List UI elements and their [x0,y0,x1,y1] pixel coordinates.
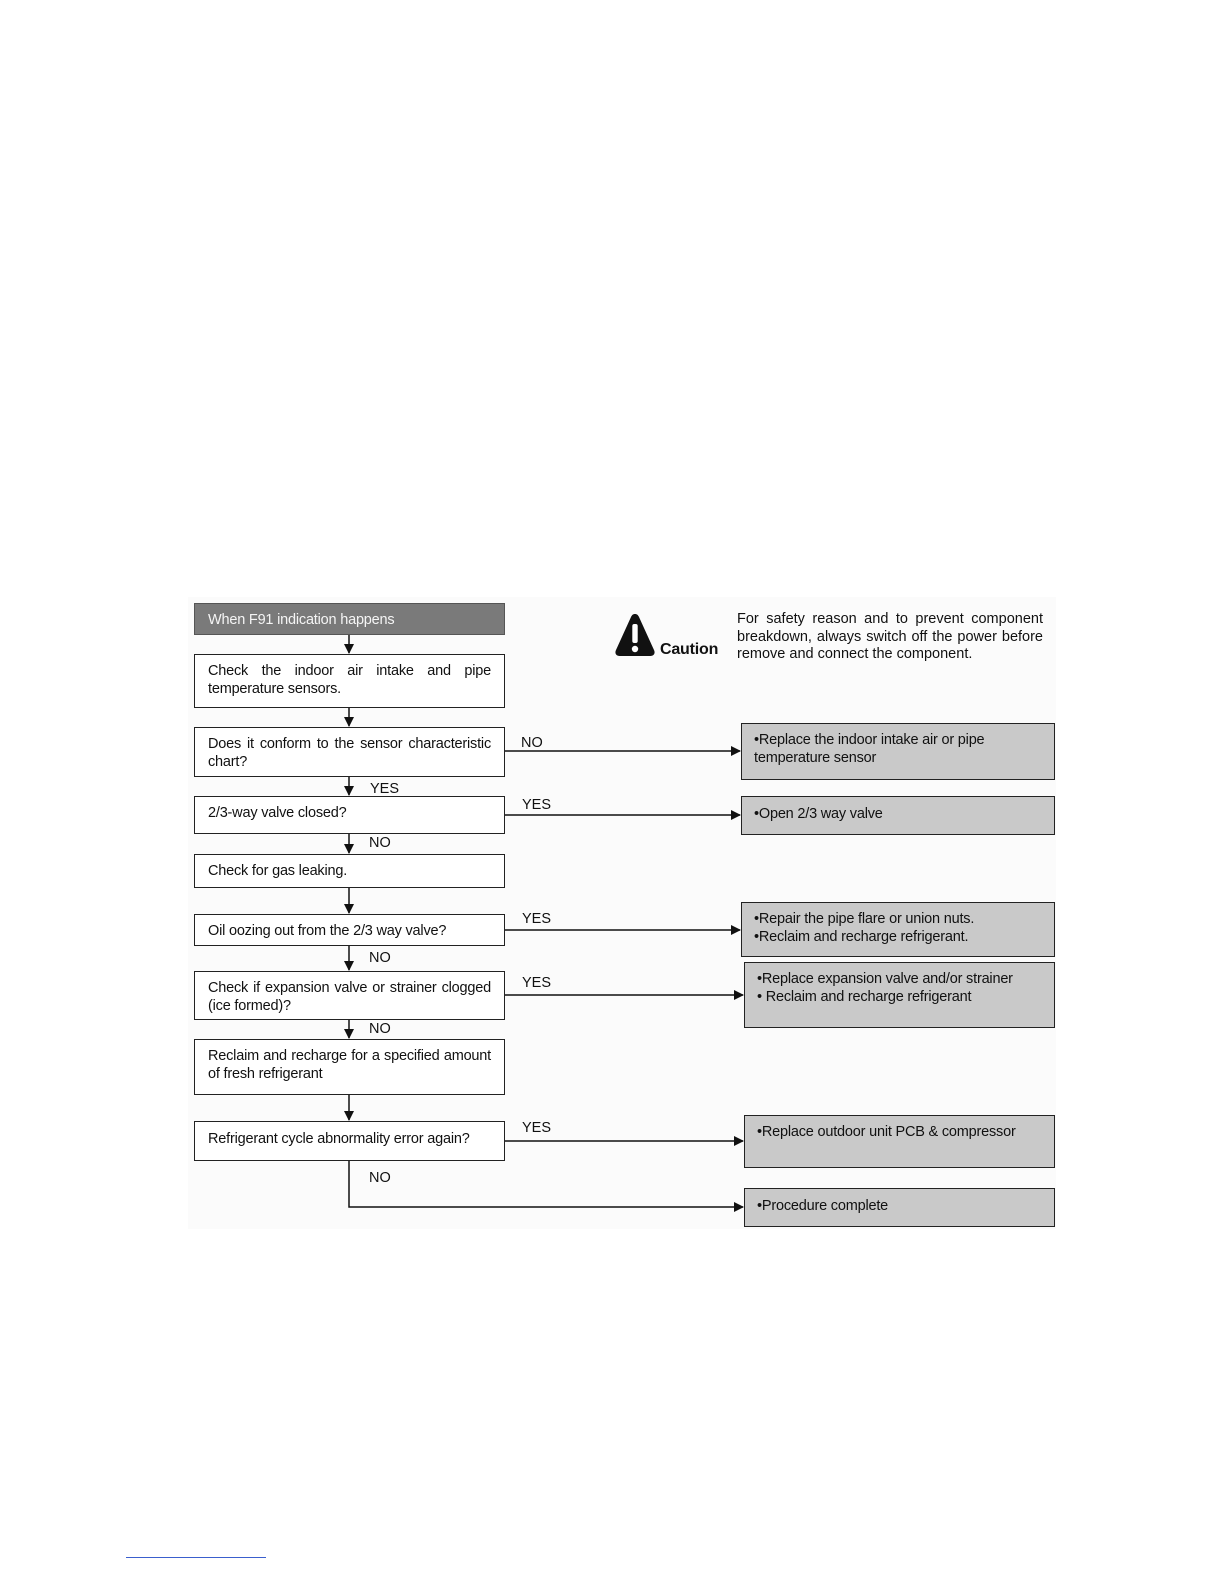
action-line: •Repair the pipe flare or union nuts. [754,911,975,927]
caution-label: Caution [660,641,719,658]
action-line: •Replace outdoor unit PCB & compressor [757,1124,1016,1140]
start-box [194,603,505,635]
oil-oozing-box: Oil oozing out from the 2/3 way valve? [194,914,505,946]
action-replace-sensor [741,723,1055,780]
label-yes: YES [522,797,552,813]
gas-leaking-box: Check for gas leaking. [194,854,505,888]
label-no: NO [369,835,391,851]
expansion-clogged-box: Check if expansion valve or strainer clogged (ice formed)? [194,971,505,1020]
action-line: •Open 2/3 way valve [754,806,883,822]
warning-icon [614,612,656,658]
footer-rule [126,1557,266,1558]
action-line: •Procedure complete [757,1198,889,1214]
label-no: NO [369,1021,391,1037]
label-yes: YES [522,1120,552,1136]
reclaim-recharge-box: Reclaim and recharge for a specified amount of fresh refrigerant [194,1039,505,1095]
label-yes: YES [522,975,552,991]
action-replace-expansion [744,962,1055,1028]
action-line: • Reclaim and recharge refrigerant [757,989,972,1005]
arrow-error-no [349,1161,743,1207]
action-open-valve [741,796,1055,835]
caution-text: For safety reason and to prevent component breakdown, always switch off the power before remove and connect the component. [737,611,1043,662]
action-line: temperature sensor [754,750,877,766]
action-line: •Replace expansion valve and/or strainer [757,971,1013,987]
error-again-box: Refrigerant cycle abnormality error again? [194,1121,505,1161]
action-line: •Replace the indoor intake air or pipe [754,732,985,748]
action-procedure-complete [744,1188,1055,1227]
check-sensors-box: Check the indoor air intake and pipe temperature sensors. [194,654,505,708]
start-box-text: When F91 indication happens [208,612,395,628]
valve-closed-box: 2/3-way valve closed? [194,796,505,834]
action-line: •Reclaim and recharge refrigerant. [754,929,969,945]
label-no: NO [369,1170,391,1186]
label-yes: YES [522,911,552,927]
label-no: NO [369,950,391,966]
action-repair-flare [741,902,1055,957]
label-no: NO [521,735,543,751]
conform-chart-box: Does it conform to the sensor characteristic chart? [194,727,505,777]
action-replace-pcb [744,1115,1055,1168]
label-yes: YES [370,781,400,797]
